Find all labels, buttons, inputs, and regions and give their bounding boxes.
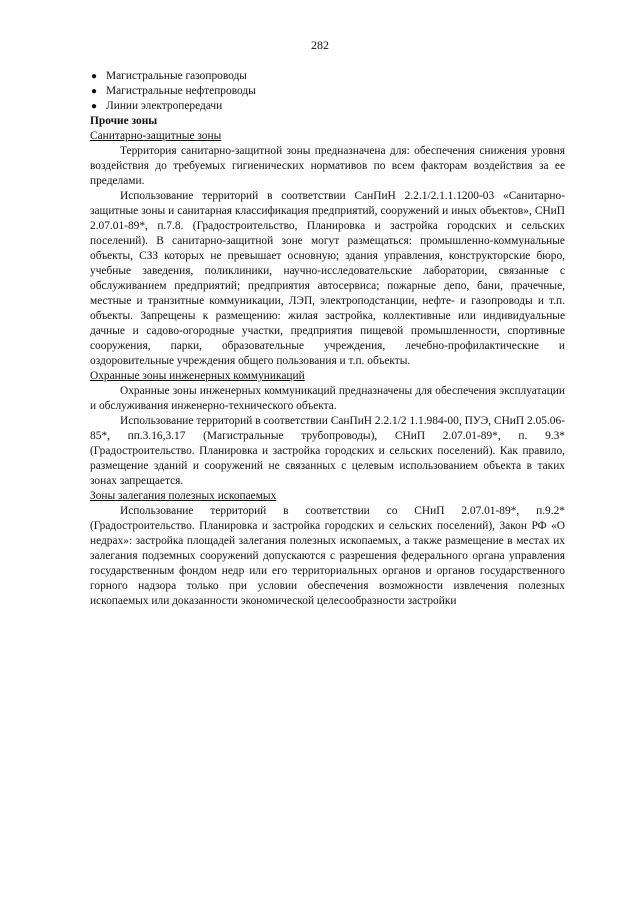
bullet-icon: ● [91,101,98,112]
bullet-item [90,99,565,114]
paragraph: Использование территорий в соответствии со СНиП 2.07.01-89*, п.9.2* (Градостроительство. Планировка и застройка городских и сельских поселений), Закон РФ «О недрах»: застройка площадей залегания полезных ископаемых, а также размещение в местах их залегания подземных сооружений допускаются с разрешения федерального органа управления государственным фондом недр или его территориальных органов и органов государственного горного надзора только при условии обеспечения возможности извлечения полезных ископаемых или доказанности экономической целесообразности застройки [90,505,565,607]
mineral-zones-subtitle: Зоны залегания полезных ископаемых [90,490,277,502]
bullet-icon: ● [91,86,98,97]
paragraph: Охранные зоны инженерных коммуникаций предназначены для обеспечения эксплуатации и обслуживания инженерно-технического объекта. [90,385,565,412]
section-title: Прочие зоны [90,115,158,127]
paragraph: Территория санитарно-защитной зоны предназначена для: обеспечения снижения уровня воздействия до требуемых гигиенических нормативов по всем факторам воздействия за ее пределами. [90,145,565,187]
bullet-item [90,69,565,84]
paragraph: Использование территорий в соответствии СанПиН 2.2.1/2.1.1.1200-03 «Санитарно-защитные зоны и санитарная классификация предприятий, сооружений и иных объектов», СНиП 2.07.01-89*, п.7.8. (Градостроительство, Планировка и застройка городских и сельских поселений). В санитарно-защитной зоне могут размещаться: промышленно-коммунальные объекты, СЗЗ которых не превышает основную; здания управления, конструкторские бюро, учебные заведения, поликлиники, научно-исследовательские лаборатории, связанные с обслуживанием предприятий; предприятия автосервиса; пожарные депо, бани, прачечные, местные и транзитные коммуникации, ЛЭП, электроподстанции, нефте- и газопроводы и т.п. объекты. Запрещены к размещению: жилая застройка, коллективные или индивидуальные дачные и садово-огородные участки, предприятия пищевой промышленности, спортивные сооружения, парки, образовательные учреждения, лечебно-профилактические и оздоровительные учреждения общего пользования и т.п. объекты. [90,190,565,367]
utility-zones-subtitle: Охранные зоны инженерных коммуникаций [90,370,305,382]
bullet-list [90,69,565,114]
bullet-text: Линии электропередачи [106,100,223,112]
page-number: 282 [311,38,329,52]
bullet-icon: ● [91,71,98,82]
sanitary-zones-subtitle: Санитарно-защитные зоны [90,130,222,142]
paragraph: Использование территорий в соответствии СанПиН 2.2.1/2 1.1.984-00, ПУЭ, СНиП 2.05.06-85*, пп.3.16,3.17 (Магистральные трубопроводы), СНиП 2.07.01-89*, п. 9.3* (Градостроительство. Планировка и застройка городских и сельских поселений). Как правило, размещение зданий и сооружений не связанных с целевым использованием объекта в таких зонах запрещается. [90,415,565,487]
bullet-item [90,84,565,99]
page-content [90,69,565,609]
bullet-text: Магистральные газопроводы [106,70,247,82]
bullet-text: Магистральные нефтепроводы [106,85,256,97]
